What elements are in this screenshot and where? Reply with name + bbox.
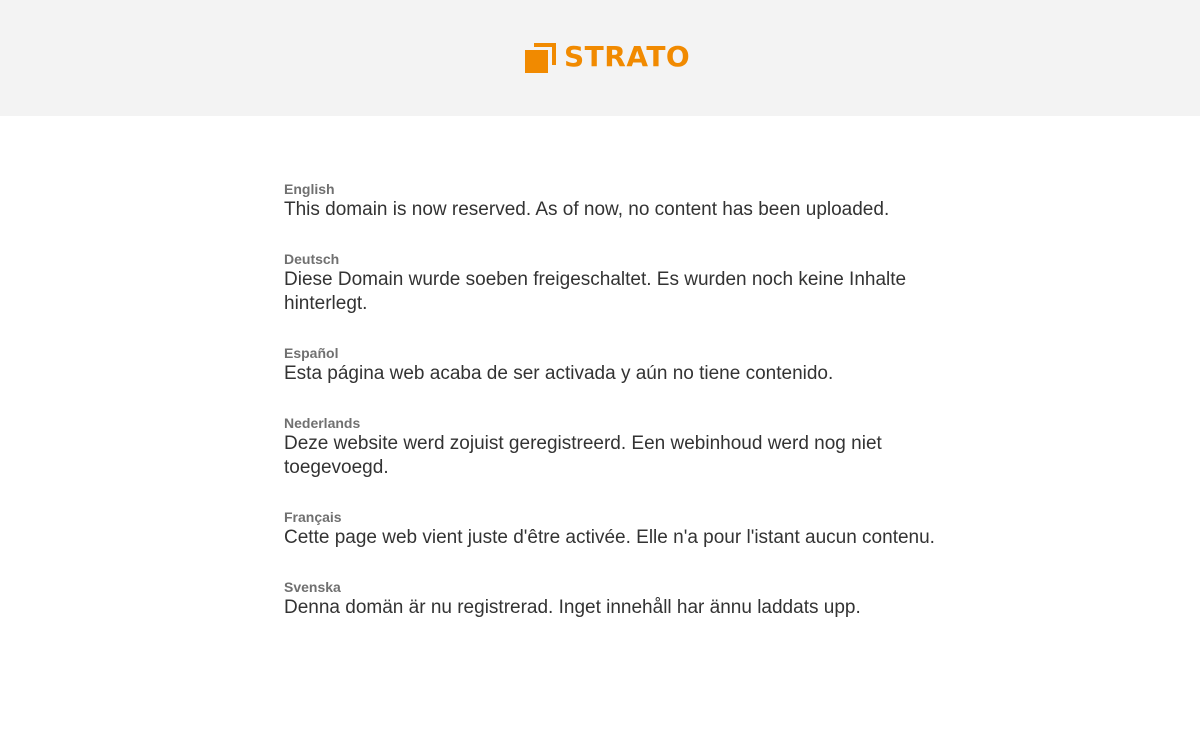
page-header xyxy=(0,0,1200,116)
language-message: This domain is now reserved. As of now, no content has been uploaded. xyxy=(284,199,890,220)
message-english xyxy=(284,180,944,222)
message-francais xyxy=(284,508,944,550)
language-label: English xyxy=(284,181,335,197)
language-message: Esta página web acaba de ser activada y aún no tiene contenido. xyxy=(284,363,834,384)
message-svenska xyxy=(284,578,944,620)
language-label: Nederlands xyxy=(284,415,361,431)
strato-logo[interactable] xyxy=(525,40,690,74)
language-message: Denna domän är nu registrerad. Inget innehåll har ännu laddats upp. xyxy=(284,597,861,618)
brand-name: STRATO xyxy=(564,40,691,73)
language-message: Diese Domain wurde soeben freigeschaltet. Es wurden noch keine Inhalte hinterlegt. xyxy=(284,269,907,314)
language-label: Français xyxy=(284,509,342,525)
strato-logo-icon xyxy=(525,41,558,74)
language-message: Cette page web vient juste d'être activée. Elle n'a pour l'istant aucun contenu. xyxy=(284,527,935,548)
language-label: Svenska xyxy=(284,579,341,595)
message-espanol xyxy=(284,344,944,386)
language-label: Español xyxy=(284,345,339,361)
message-list xyxy=(284,180,944,648)
message-deutsch xyxy=(284,250,944,316)
language-message: Deze website werd zojuist geregistreerd. Een webinhoud werd nog niet toegevoegd. xyxy=(284,433,882,478)
message-nederlands xyxy=(284,414,944,480)
language-label: Deutsch xyxy=(284,251,340,267)
